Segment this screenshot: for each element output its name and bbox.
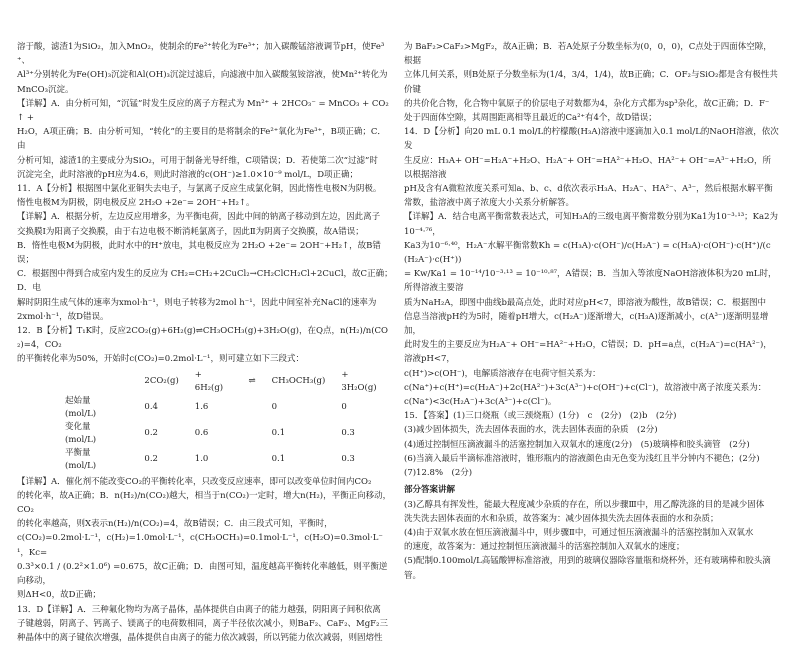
text-line: Ka3为10⁻⁶·⁴⁰，H₂A⁻水解平衡常数Kh = c(H₃A)·c(OH⁻)/c(H₂A⁻) = c(H₃A)·c(OH⁻)·c(H⁺)/(c(H₂A⁻)·c(H⁺))	[404, 240, 771, 266]
text-line: 的转化率，故A正确；B．n(H₂)/n(CO₂)越大，相当于n(CO₂)一定时，增大n(H₂)，平衡正向移动，CO₂	[17, 490, 392, 516]
text-line: 质为NaH₂A，即图中曲线b最高点处，此时对应pH<7，即溶液为酸性，故B错误；C．根据图中	[404, 297, 767, 308]
text-line: 常数，盐溶液中离子浓度大小关系分析解答。	[404, 198, 575, 209]
text-line: c(Na⁺)<3c(H₂A⁻)+3c(A³⁻)+c(Cl⁻)。	[404, 397, 557, 408]
table-cell: 0.1	[271, 428, 286, 439]
text-line: 14．D【分析】向20 mL 0.1 mol/L的柠檬酸(H₃A)溶液中逐滴加入0.1 mol/L的NaOH溶液，依次发	[404, 127, 779, 152]
text-line: 种晶体中的离子键依次增强，晶体提供自由离子的能力依次减弱，所以钙能力依次减弱，则固熔性	[17, 632, 383, 643]
text-line: 为 BaF₂>CaF₂>MgF₂，故A正确；B．若A处原子分数坐标为(0，0，0)，C点处于四面体空隙，根据	[404, 42, 772, 67]
text-line: 立体几何关系，则B处原子分数坐标为(1/4，3/4，1/4)，故B正确；C．OF₂与SiO₂都是含有极性共价键	[404, 70, 778, 95]
text-line: (6)当滴入最后半滴标准溶液时，锥形瓶内的溶液颜色由无色变为浅红且半分钟内不褪色；(2分) (7)12.8% (2分)	[404, 453, 769, 479]
text-line: 管。	[404, 570, 422, 581]
text-line: (3)乙醇具有挥发性，能最大程度减少杂质的存在，所以步骤Ⅲ中，用乙醇洗涤的目的是减少固体	[404, 499, 765, 510]
text-line: 【详解】A．结合电离平衡常数表达式，可知H₃A的三级电离平衡常数分别为Ka1为10⁻³·¹³；Ka2为	[404, 212, 778, 223]
table-cell: 变化量(mol/L)	[65, 421, 97, 445]
text-line: 信息当溶液pH约为5时，随着pH增大，c(H₂A⁻)逐渐增大，c(H₃A)逐渐减小，c(A³⁻)逐渐明显增加，	[404, 311, 769, 337]
table-cell: 0.4	[144, 402, 158, 413]
table-row	[65, 369, 394, 395]
text-line: 处于四面体空隙，其周围距离相等且最近的Ca²⁺有4个，故D错误；	[404, 113, 657, 124]
text-line: 13．D【详解】A．三种氟化物均为离子晶体，晶体提供自由离子的能力越强，阴阳离子间积依离	[17, 604, 381, 615]
table-cell: 0.1	[271, 454, 286, 465]
text-line: B．惰性电极M为阴极，此时水中的H⁺放电，其电极反应为 2H₂O +2e⁻= 2OH⁻+H₂↑，故B错误；	[17, 240, 381, 266]
table-cell: ⇌	[248, 376, 256, 387]
text-line: 11．A【分析】根据图中氯化亚铜失去电子，与氯离子反应生成氯化铜，因此惰性电极N为阴极。	[17, 184, 382, 195]
table-cell	[240, 447, 263, 473]
table-cell: + 6H₂(g)	[194, 369, 224, 393]
text-line: 15．【答案】(1)三口烧瓶（或三颈烧瓶）(1分) c (2分) (2)b (2分)	[404, 411, 677, 422]
text-line: 子键越弱，阴离子、钙离子、镁离子的电荷数相同，离子半径依次减小，则BaF₂、CaF₂、MgF₂三	[17, 618, 388, 629]
text-line: c(Na⁺)+c(H⁺)=c(H₂A⁻)+2c(HA²⁻)+3c(A³⁻)+c(OH⁻)+c(Cl⁻)，故溶液中离子浓度关系为：	[404, 382, 767, 393]
text-line: Al³⁺分别转化为Fe(OH)₃沉淀和Al(OH)₃沉淀过滤后，向滤液中加入碳酸氢铵溶液，使Mn²⁺转化为	[17, 70, 388, 81]
table-cell: 0.2	[144, 428, 158, 439]
table-cell: CH₃OCH₃(g)	[271, 376, 326, 387]
text-line: 【详解】A．由分析可知，“沉锰”时发生反应的离子方程式为 Mn²⁺ + 2HCO₃⁻ = MnCO₃ + CO₂↑ +	[17, 98, 389, 124]
table-cell: 1.6	[194, 402, 209, 413]
table-cell	[65, 369, 136, 395]
text-line: 【详解】A．催化剂不能改变CO₂的平衡转化率，只改变反应速率，即可以改变单位时间内CO₂	[17, 476, 372, 487]
table-cell: 0.2	[144, 454, 158, 465]
table-cell: 平衡量(mol/L)	[65, 447, 97, 471]
text-line: 的共价化合物，化合物中氧原子的价层电子对数都为4，杂化方式都为sp³杂化，故C正确；D．F⁻	[404, 98, 770, 109]
section-heading: 部分答案讲解	[404, 485, 456, 496]
table-cell: 起始量(mol/L)	[65, 395, 97, 419]
text-line: (4)通过控制恒压滴液漏斗的活塞控制加入双氧水的速度(2分) (5)玻璃棒和胶头滴管 (2分)	[404, 439, 750, 450]
text-line: 则ΔH<0，故D正确；	[17, 590, 101, 601]
table-cell: 0.3	[341, 454, 355, 465]
left-column	[17, 40, 394, 645]
right-column	[404, 40, 779, 583]
text-line: 【详解】A．根据分析，左边反应用增多，为平衡电荷，因此中间的钠离子移动到左边，因此离子	[17, 212, 381, 223]
text-line: 溶于酸，滤渣1为SiO₂，加入MnO₂，使制余的Fe²⁺转化为Fe³⁺；加入碳酸锰溶液调节pH，使Fe³⁺、	[17, 42, 385, 67]
table-cell: 0.3	[341, 428, 355, 439]
table-cell: 1.0	[194, 454, 209, 465]
text-line: 生反应：H₃A+ OH⁻=H₂A⁻+H₂O、H₂A⁻+ OH⁻=HA²⁻+H₂O、HA²⁻+ OH⁻=A³⁻+H₂O，所以根据溶液	[404, 155, 771, 180]
text-line: 0.3³×0.1 / (0.2²×1.0⁶) =0.675，故C正确；D．由图可知，温度越高平衡转化率越低，则平衡逆向移动，	[17, 561, 388, 587]
text-line: 12．B【分析】T₁K时，反应2CO₂(g)+6H₂(g)⇌CH₃OCH₃(g)+3H₂O(g)，在Q点，n(H₂)/n(CO₂)=4，CO₂	[17, 326, 389, 351]
text-line: (4)由于双氧水放在恒压滴液漏斗中，则步骤Ⅱ中，可通过恒压滴液漏斗的活塞控制加入双氧水	[404, 527, 754, 538]
text-line: 的转化率越高，则X表示n(H₂)/n(CO₂)=4，故B错误；C．由三段式可知，平衡时，	[17, 519, 333, 530]
table-row	[65, 395, 394, 421]
text-line: 分析可知，滤渣1的主要成分为SiO₂，可用于制备光导纤维，C项错误；D．若使第二次“过滤”时	[17, 155, 378, 166]
table-cell	[240, 421, 263, 447]
table-cell: 2CO₂(g)	[144, 376, 179, 387]
table-row	[65, 447, 394, 473]
table-cell: + 3H₂O(g)	[341, 369, 377, 393]
text-line: 的速度，故答案为：通过控制恒压滴液漏斗的活塞控制加入双氧水的速度；	[404, 542, 685, 553]
table-cell: 0	[341, 402, 347, 413]
text-line: pH及含有A微粒浓度关系可知a、b、c、d依次表示H₃A、H₂A⁻、HA²⁻、A³⁻，然后根据水解平衡	[404, 184, 773, 195]
text-line: H₂O，A项正确；B．由分析可知，“转化”的主要目的是将制余的Fe²⁺氧化为Fe³⁺，B项正确；C．由	[17, 127, 386, 152]
text-line: 解时阴阳生成气体的速率为xmol·h⁻¹，则电子转移为2mol h⁻¹，因此中间室补充NaCl的速率为	[17, 297, 377, 308]
table-cell	[240, 395, 263, 421]
text-line: 此时发生的主要反应为H₂A⁻+ OH⁻=HA²⁻+H₂O，C错误；D．pH=a点，c(H₂A⁻)=c(HA²⁻)，溶液pH<7，	[404, 340, 772, 365]
text-line: MnCO₃沉淀。	[17, 84, 74, 95]
text-line: 10⁻⁴·⁷⁶，	[404, 226, 441, 237]
text-line: = Kw/Ka1 = 10⁻¹⁴/10⁻³·¹³ = 10⁻¹⁰·⁸⁷，A错误；B．当加入等浓度NaOH溶液体积为20 mL时，所得溶液主要溶	[404, 269, 777, 294]
text-line: 2xmol·h⁻¹，故D错误。	[17, 311, 109, 322]
text-line: (3)减少固体损失，洗去固体表面的水，洗去固体表面的杂质 (2分)	[404, 425, 658, 436]
text-line: 洗失洗去固体表面的水和杂质，故答案为：减少固体损失洗去固体表面的水和杂质；	[404, 513, 719, 524]
text-line: (5)配制0.100mol/L高锰酸钾标准溶液，用到的玻璃仪器除容量瓶和烧杯外，还有玻璃棒和胶头滴	[404, 556, 771, 567]
text-line: C．根据图中得到合成室内发生的反应为 CH₂=CH₂+2CuCl₂→CH₂ClCH₂Cl+2CuCl，故C正确；D．电	[17, 269, 393, 294]
table-row	[65, 421, 394, 447]
text-line: 交换膜Ⅰ为阳离子交换膜，由于右边电极不断消耗氯离子，因此Ⅱ为阴离子交换膜，故A错误；	[17, 226, 364, 237]
text-line: 沉淀完全，此时溶液的pH应为4.6，则此时溶液的c(OH⁻)≥1.0×10⁻⁹ mol/L，D项正确；	[17, 169, 359, 180]
table-cell: 0.6	[194, 428, 209, 439]
text-line: 惰性电极M为阴极，阴电极反应 2H₂O +2e⁻= 2OH⁻+H₂↑。	[17, 198, 255, 209]
table-cell: 0	[271, 402, 278, 413]
text-line: 的平衡转化率为50%，开始时c(CO₂)=0.2mol·L⁻¹，则可建立如下三段式：	[17, 354, 304, 365]
text-line: c(H⁺)>c(OH⁻)，电解质溶液存在电荷守恒关系为：	[404, 368, 601, 379]
three-stage-equilibrium-table	[65, 369, 394, 473]
text-line: c(CO₂)=0.2mol·L⁻¹，c(H₂)=1.0mol·L⁻¹，c(CH₃OCH₃)=0.1mol·L⁻¹，c(H₂O)=0.3mol·L⁻¹，Kc=	[17, 533, 383, 558]
